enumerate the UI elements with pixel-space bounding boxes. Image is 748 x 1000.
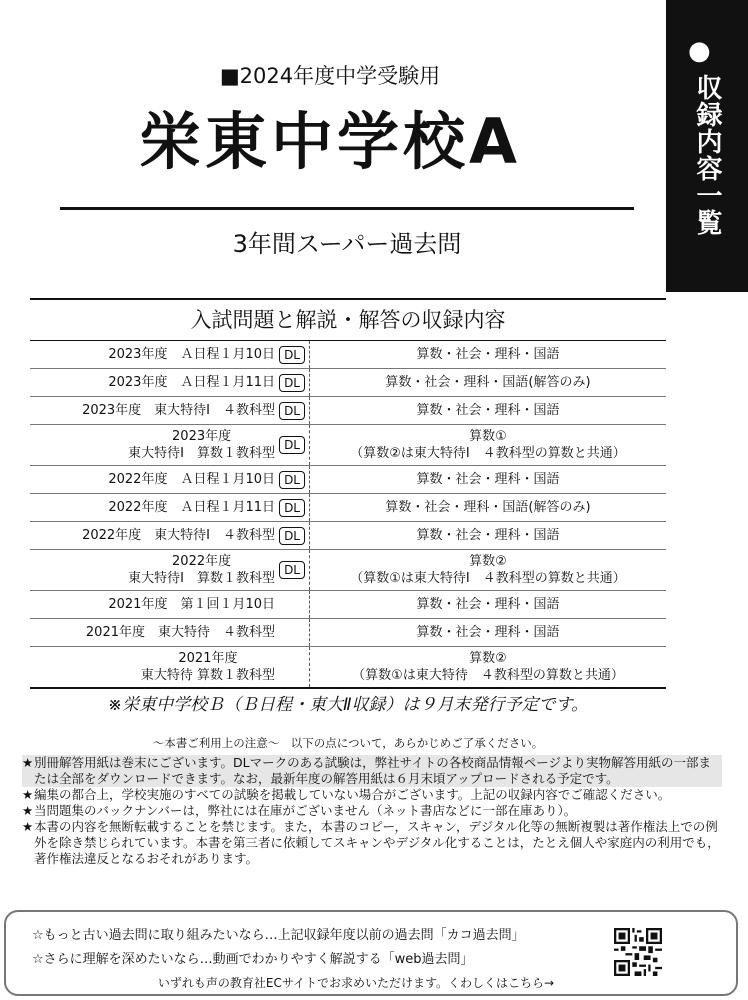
subjects-line: （算数②は東大特待Ⅰ ４教科型の算数と共通） [350, 446, 626, 461]
table-row [30, 466, 666, 494]
exam-label [141, 650, 275, 684]
table-row [30, 550, 666, 591]
subjects-cell [310, 494, 666, 521]
exam-label [108, 596, 275, 613]
table-row [30, 619, 666, 647]
usage-note-text: 本書の内容を無断転載することを禁じます。また，本書のコピー，スキャン，デジタル化等の無断複製は著作権法上での例外を除き禁じられています。本書を第三者に依頼してスキャンやデジタル化することは，たとえ個人や家庭内の利用でも，著作権法違反となるおそれがあります。 [34, 819, 720, 866]
exam-label-line: 2023年度 Ａ日程１月11日 [108, 375, 275, 390]
table-row [30, 397, 666, 425]
subjects-line: 算数・社会・理科・国語 [416, 347, 560, 362]
exam-label [128, 428, 275, 462]
title-divider [60, 207, 634, 210]
download-badge[interactable]: DL [279, 561, 305, 579]
bullet-dot-icon: ● [688, 36, 711, 66]
subjects-cell [310, 466, 666, 493]
usage-note-text: 当問題集のバックナンバーは，弊社には在庫がございません（ネット書店などに一部在庫あり）。 [34, 803, 577, 818]
exam-label-line: 2021年度 東大特待 ４教科型 [85, 625, 275, 640]
contents-table [30, 298, 666, 689]
exam-label-line: 2022年度 Ａ日程１月11日 [108, 500, 275, 515]
usage-notes [22, 755, 722, 867]
exam-label [82, 527, 275, 544]
subjects-line: （算数①は東大特待Ⅰ ４教科型の算数と共通） [350, 571, 626, 586]
exam-cell [30, 466, 310, 493]
subjects-line: 算数① [469, 429, 507, 444]
subjects-cell [310, 341, 666, 368]
star-icon: ★ [22, 787, 34, 802]
usage-note-text: 別冊解答用紙は巻末にございます。DLマークのある試験は，弊社サイトの各校商品情報ページより実物解答用紙の一部または全部をダウンロードできます。なお，最新年度の解答用紙は６月末頃アップロードされる予定です。 [34, 755, 711, 786]
usage-note-text: 編集の都合上，学校実施のすべての試験を掲載していない場合がございます。上記の収録内容でご確認ください。 [34, 787, 671, 802]
exam-label-line: 2023年度 東大特待Ⅰ ４教科型 [82, 403, 275, 418]
usage-note [22, 819, 722, 867]
download-badge[interactable]: DL [279, 527, 305, 545]
subjects-line: 算数・社会・理科・国語 [416, 597, 560, 612]
table-rows [30, 341, 666, 687]
download-badge[interactable]: DL [279, 436, 305, 454]
side-tab-label: 収録内容一覧 [692, 74, 722, 236]
exam-label-line: 東大特待Ⅰ 算数１教科型 [128, 571, 275, 586]
exam-cell [30, 647, 310, 687]
subjects-line: 算数・社会・理科・国語 [416, 472, 560, 487]
exam-label [82, 402, 275, 419]
exam-label-line: 2022年度 Ａ日程１月10日 [108, 472, 275, 487]
school-title: 栄東中学校A [139, 105, 521, 178]
exam-label-line: 東大特待 算数１教科型 [140, 668, 275, 683]
usage-note [22, 803, 722, 819]
subjects-cell [310, 550, 666, 590]
table-row [30, 522, 666, 550]
exam-label-line: 2023年度 Ａ日程１月10日 [108, 347, 275, 362]
table-row [30, 341, 666, 369]
exam-label [86, 624, 275, 641]
subjects-line: 算数・社会・理科・国語(解答のみ) [385, 500, 591, 515]
book-subtitle: 3年間スーパー過去問 [232, 230, 462, 258]
usage-note [22, 787, 722, 803]
subjects-cell [310, 369, 666, 396]
exam-cell [30, 425, 310, 465]
exam-label-line: 2022年度 東大特待Ⅰ ４教科型 [82, 528, 275, 543]
exam-label [108, 499, 275, 516]
exam-cell [30, 591, 310, 618]
exam-label [108, 471, 275, 488]
publication-notice: ※栄東中学校Ｂ（Ｂ日程・東大Ⅱ収録）は９月末発行予定です。 [107, 695, 589, 715]
exam-cell [30, 341, 310, 368]
exam-cell [30, 619, 310, 646]
series-label: ■2024年度中学受験用 [219, 64, 441, 88]
star-icon: ★ [22, 803, 34, 818]
table-heading: 入試問題と解説・解答の収録内容 [30, 300, 666, 341]
subjects-cell [310, 425, 666, 465]
subjects-line: 算数② [469, 554, 507, 569]
exam-label-line: 2021年度 第１回１月10日 [108, 597, 275, 612]
exam-label-line: 2023年度 [172, 429, 232, 444]
table-row [30, 647, 666, 687]
usage-notes-header: ～本書ご利用上の注意～ 以下の点について，あらかじめご了承ください。 [152, 736, 544, 750]
exam-label [128, 553, 275, 587]
subjects-line: 算数② [469, 651, 507, 666]
download-badge[interactable]: DL [279, 471, 305, 489]
exam-cell [30, 369, 310, 396]
subjects-line: （算数①は東大特待 ４教科型の算数と共通） [352, 668, 624, 683]
qr-code-icon[interactable] [614, 928, 662, 976]
exam-label-line: 東大特待Ⅰ 算数１教科型 [128, 446, 275, 461]
subjects-cell [310, 619, 666, 646]
table-row [30, 494, 666, 522]
subjects-line: 算数・社会・理科・国語 [416, 528, 560, 543]
star-icon: ★ [22, 819, 34, 834]
download-badge[interactable]: DL [279, 374, 305, 392]
subjects-cell [310, 647, 666, 687]
contents-side-tab [666, 0, 748, 292]
exam-label-line: 2021年度 [178, 651, 238, 666]
subjects-line: 算数・社会・理科・国語 [416, 403, 560, 418]
exam-label [108, 374, 275, 391]
promo-line-web: ☆さらに理解を深めたいなら…動画でわかりやすく解説する「web過去問」 [32, 952, 474, 967]
download-badge[interactable]: DL [279, 346, 305, 364]
promo-footer: いずれも声の教育社ECサイトでお求めいただけます。くわしくはこちら→ [157, 976, 555, 990]
usage-note [22, 755, 722, 787]
promo-box [4, 910, 738, 996]
exam-label [108, 346, 275, 363]
subjects-cell [310, 522, 666, 549]
subjects-cell [310, 591, 666, 618]
exam-cell [30, 494, 310, 521]
exam-cell [30, 397, 310, 424]
exam-cell [30, 550, 310, 590]
subjects-cell [310, 397, 666, 424]
exam-label-line: 2022年度 [172, 554, 232, 569]
subjects-line: 算数・社会・理科・国語 [416, 625, 560, 640]
table-row [30, 591, 666, 619]
subjects-line: 算数・社会・理科・国語(解答のみ) [385, 375, 591, 390]
exam-cell [30, 522, 310, 549]
table-row [30, 369, 666, 397]
table-row [30, 425, 666, 466]
promo-line-kako: ☆もっと古い過去問に取り組みたいなら…上記収録年度以前の過去問「カコ過去問」 [32, 928, 525, 943]
star-icon: ★ [22, 755, 34, 770]
download-badge[interactable]: DL [279, 402, 305, 420]
download-badge[interactable]: DL [279, 499, 305, 517]
